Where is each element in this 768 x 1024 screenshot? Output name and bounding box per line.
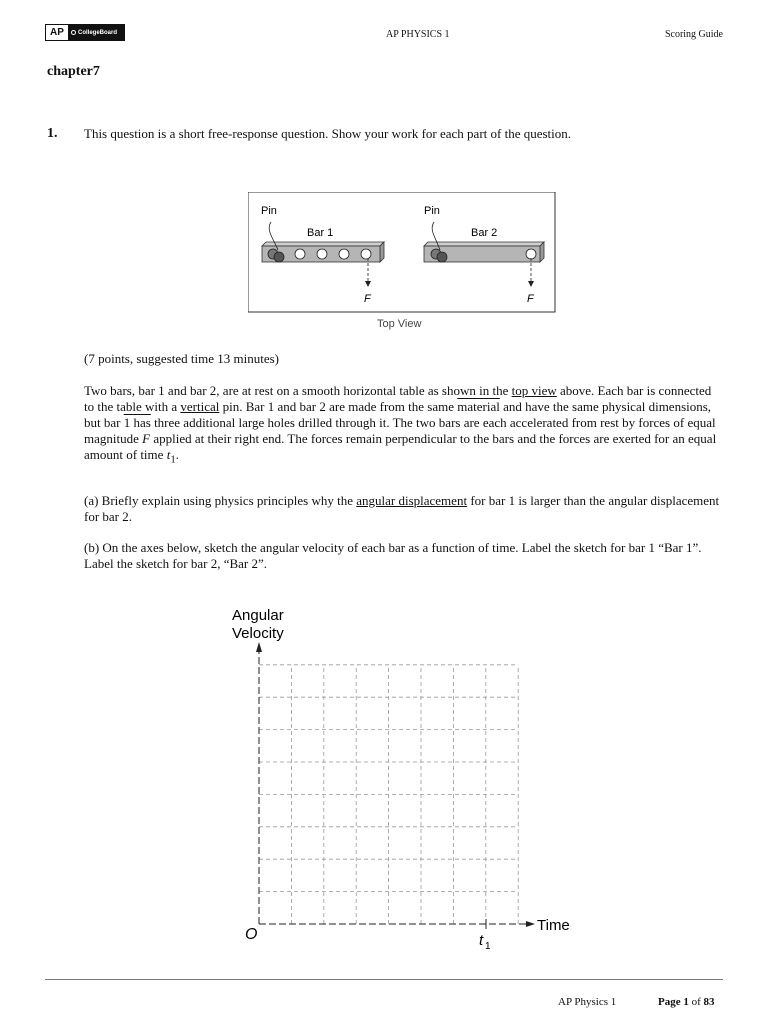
time-variable: t <box>166 447 171 462</box>
x-axis-label: Time <box>537 917 570 934</box>
collegeboard-acorn-icon <box>71 30 76 35</box>
bar-1-label: Bar 1 <box>307 227 334 239</box>
footer-course: AP Physics 1 <box>558 996 617 1008</box>
hole-icon <box>295 249 305 259</box>
underlined-term: angular displacement <box>356 493 468 508</box>
question-intro: This question is a short free-response question. Show your work for each part of the question. <box>84 126 572 141</box>
angular-velocity-axes <box>228 602 578 952</box>
footer-divider <box>45 979 723 980</box>
hole-icon <box>339 249 349 259</box>
y-axis-label-line1: Angular <box>232 607 284 624</box>
x-axis-arrow-icon <box>526 921 535 927</box>
part-a: (a) Briefly explain using physics principles why the angular displacement for bar 1 is larger than the angular displacement for bar 2. <box>84 493 720 524</box>
overlined-term: 1 has <box>123 415 151 430</box>
pin-2-icon <box>437 252 447 262</box>
graph-grid <box>259 665 518 924</box>
hole-icon <box>361 249 371 259</box>
header-title: AP PHYSICS 1 <box>386 29 450 40</box>
chapter-title: chapter7 <box>47 64 100 79</box>
force-2-label: F <box>527 293 534 305</box>
origin-label: O <box>245 926 258 943</box>
ap-collegeboard-logo <box>45 24 125 41</box>
logo-ap-text: AP <box>46 25 68 40</box>
question-number: 1. <box>47 126 58 141</box>
force-1-label: F <box>364 293 371 305</box>
part-b: (b) On the axes below, sketch the angular velocity of each bar as a function of time. Label the sketch for bar 1 “Bar 1”. Label the sketch for bar 2, “Bar 2”. <box>84 540 702 571</box>
hole-icon <box>526 249 536 259</box>
underlined-term: top view <box>511 383 557 398</box>
underlined-term: vertical <box>180 399 220 414</box>
bar-2-label: Bar 2 <box>471 227 498 239</box>
hole-icon <box>317 249 327 259</box>
pin-1-label: Pin <box>261 205 277 217</box>
y-axis-label-line2: Velocity <box>232 625 284 642</box>
y-axis-arrow-icon <box>256 642 262 652</box>
figure-caption: Top View <box>377 318 422 330</box>
pin-2-label: Pin <box>424 205 440 217</box>
t1-label: t <box>479 932 484 949</box>
overlined-term: material <box>457 399 500 414</box>
page-indicator: Page 1 of 83 <box>658 996 715 1008</box>
header-right: Scoring Guide <box>664 29 723 40</box>
force-variable: F <box>142 431 151 446</box>
bars-figure <box>248 192 556 332</box>
logo-collegeboard-text: CollegeBoard <box>78 29 118 36</box>
question-body: Two bars, bar 1 and bar 2, are at rest on a smooth horizontal table as shown in the top view above. Each bar is connected to the table with a vertical pin. Bar 1 and bar 2 are made from the same material and have the same physical dimensions, but bar 1 has three additional large holes drilled through it. The two bars are each accelerated from rest by forces of equal magnitude F applied at their right end. The forces remain perpendicular to the bars and the forces are exerted for an equal amount of time $t_1$. <box>84 383 717 466</box>
points-line: (7 points, suggested time 13 minutes) <box>84 351 279 366</box>
t1-subscript: 1 <box>485 941 491 952</box>
pin-1-icon <box>274 252 284 262</box>
